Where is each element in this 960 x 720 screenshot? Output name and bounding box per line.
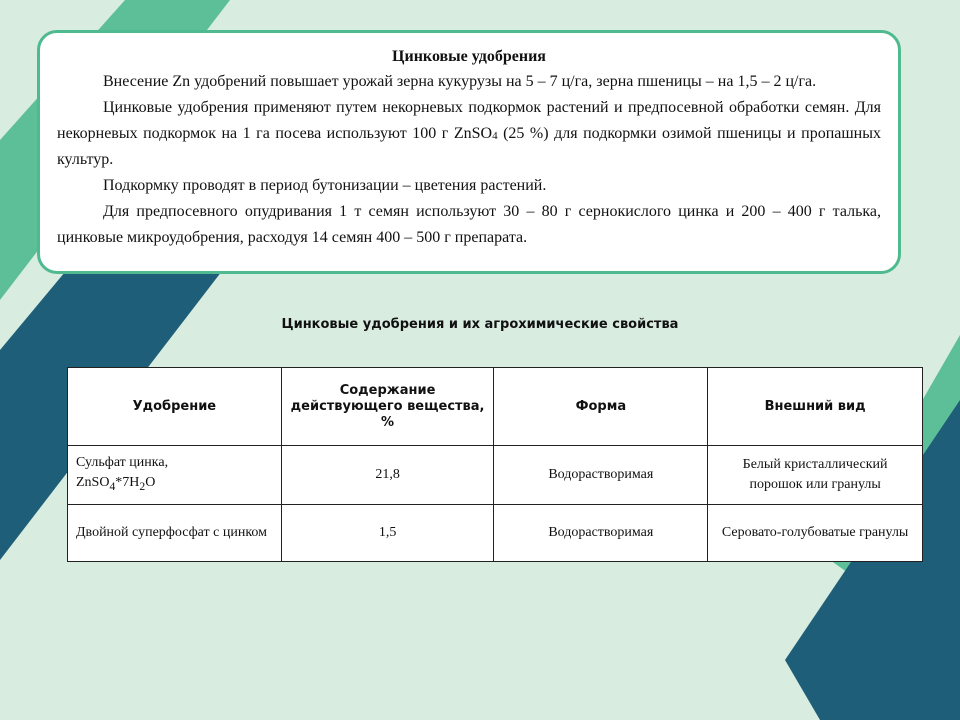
cell-content: 1,5 <box>281 505 494 562</box>
table-row <box>68 446 923 505</box>
fertilizer-table <box>67 367 923 562</box>
formula-text: $ZnSO_4*7H_2O$ <box>76 475 156 493</box>
cell-fertilizer: Двойной суперфосфат с цинком <box>68 505 282 562</box>
table-row <box>68 505 923 562</box>
header-appearance: Внешний вид <box>708 368 923 446</box>
table-header-row <box>68 368 923 446</box>
paragraph-yield: Внесение Zn удобрений повышает урожай зерна кукурузы на 5 – 7 ц/га, зерна пшеницы – на 1,5 – 2 ц/га. <box>103 73 817 90</box>
table-title: Цинковые удобрения и их агрохимические свойства <box>281 317 679 332</box>
cell-appearance: Белый кристаллический порошок или гранулы <box>708 446 923 505</box>
cell-appearance: Серовато-голубоватые гранулы <box>708 505 923 562</box>
paragraph-application: Цинковые удобрения применяют путем некорневых подкормок растений и предпосевной обработки семян. Для некорневых подкормок на 1 га посева используют 100 г ZnSO$_4$ (25 %) для подкормки озимой пшеницы и пропашных культур. <box>57 99 881 168</box>
cell-content: 21,8 <box>281 446 494 505</box>
cell-fertilizer: Сульфат цинка, $ZnSO_4*7H_2O$ <box>68 446 282 505</box>
box-title: Цинковые удобрения <box>392 48 546 65</box>
cell-form: Водорастворимая <box>494 446 708 505</box>
cell-form: Водорастворимая <box>494 505 708 562</box>
paragraph-timing: Подкормку проводят в период бутонизации – цветения растений. <box>103 177 547 194</box>
header-content: Содержание действующего вещества, % <box>281 368 494 446</box>
header-form: Форма <box>494 368 708 446</box>
header-fertilizer: Удобрение <box>68 368 282 446</box>
paragraph-seed-treatment: Для предпосевного опудривания 1 т семян используют 30 – 80 г сернокислого цинка и 200 – 400 г талька, цинковые микроудобрения, расходуя 14 семян 400 – 500 г препарата. <box>57 203 881 246</box>
info-text-box <box>37 30 901 274</box>
